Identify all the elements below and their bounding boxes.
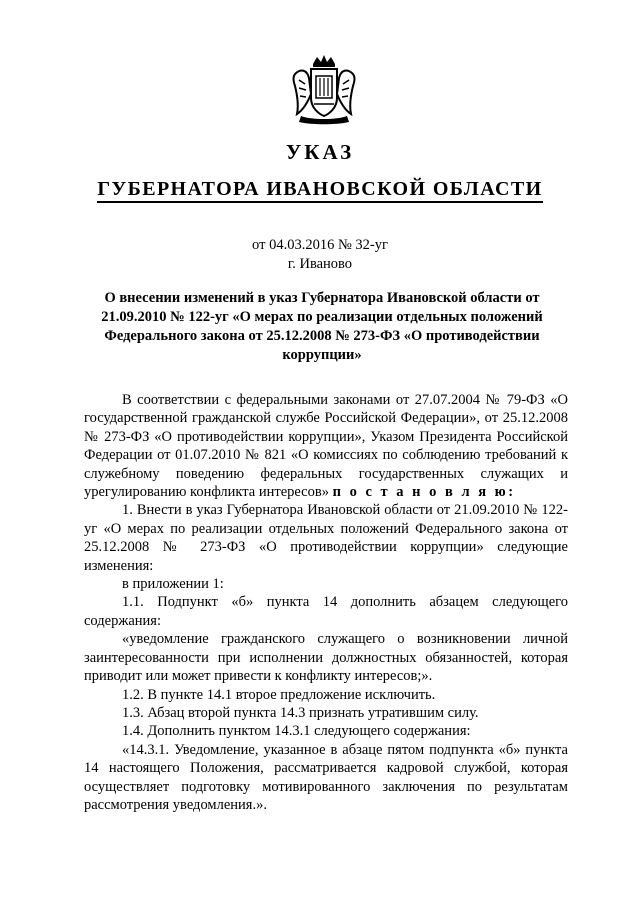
- body-paragraph: 1.1. Подпункт «б» пункта 14 дополнить абзацем следующего содержания:: [84, 594, 568, 629]
- body-paragraph: 1. Внести в указ Губернатора Ивановской области от 21.09.2010 № 122-уг «О мерах по реализации отдельных положений Федерального закона от 25.12.2008 № 273-ФЗ «О противодействии коррупции» следующие изменения:: [84, 502, 568, 574]
- decree-word: п о с т а н о в л я ю:: [332, 484, 516, 501]
- document-date-number: от 04.03.2016 № 32-уг: [252, 237, 388, 253]
- body-paragraph: «14.3.1. Уведомление, указанное в абзаце пятом подпункта «б» пункта 14 настоящего Положения, рассматривается кадровой службой, которая осуществляет подготовку мотивированного заключения по результатам рассмотрения уведомления.».: [84, 741, 568, 813]
- preamble-text: В соответствии с федеральными законами от 27.07.2004 № 79-ФЗ «О государственной гражданской службе Российской Федерации», от 25.12.2008 № 273-ФЗ «О противодействии коррупции», Указом Президента Российской Федерации от 01.07.2010 № 821 «О комиссиях по соблюдению требований к служебному поведению федеральных государственных служащих и урегулированию конфликта интересов»: [84, 392, 568, 501]
- body-paragraph: 1.3. Абзац второй пункта 14.3 признать утратившим силу.: [122, 704, 479, 721]
- document-heading: УКАЗ: [285, 140, 355, 164]
- document-issuer: [0, 178, 640, 201]
- body-paragraph: 1.4. Дополнить пунктом 14.3.1 следующего содержания:: [122, 723, 471, 740]
- document-city: г. Иваново: [287, 256, 353, 272]
- document-subject: О внесении изменений в указ Губернатора Ивановской области от 21.09.2010 № 122-уг «О мерах по реализации отдельных положений Федерального закона от 25.12.2008 № 273-ФЗ «О противодействии коррупции»: [101, 290, 543, 363]
- issuer-text: ГУБЕРНАТОРА ИВАНОВСКОЙ ОБЛАСТИ: [97, 178, 542, 203]
- document-body: [84, 391, 568, 814]
- body-paragraph: «уведомление гражданского служащего о возникновении личной заинтересованности при исполнении должностных обязанностей, которая приводит или может привести к конфликту интересов;».: [84, 631, 568, 685]
- body-paragraph: в приложении 1:: [122, 576, 224, 593]
- body-paragraph: 1.2. В пункте 14.1 второе предложение исключить.: [122, 686, 436, 703]
- coat-of-arms-icon: [291, 54, 357, 126]
- preamble-paragraph: [84, 391, 568, 501]
